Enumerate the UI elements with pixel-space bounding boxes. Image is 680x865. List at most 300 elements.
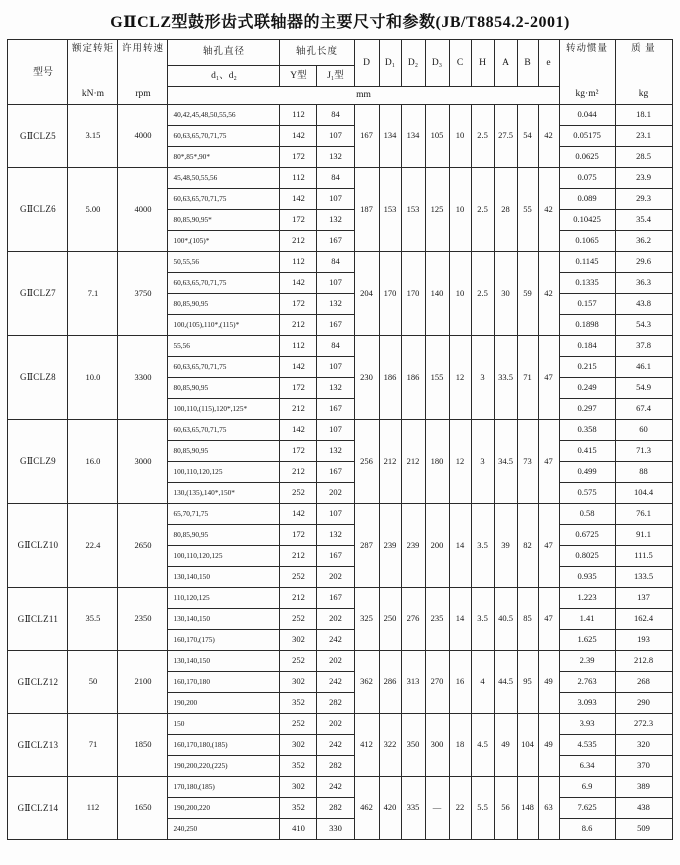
y-length-cell: 252 [280,483,317,504]
y-length-cell: 142 [280,273,317,294]
header-row-1 [8,40,672,66]
dim-H-cell: 2.5 [471,252,494,336]
j-length-cell: 282 [317,798,354,819]
model-cell: GⅡCLZ10 [8,504,68,588]
dim-H-cell: 4 [471,651,494,714]
j-length-cell: 167 [317,588,354,609]
model-cell: GⅡCLZ14 [8,777,68,840]
diameters-cell: 45,48,50,55,56 [168,168,280,189]
mass-cell: 76.1 [615,504,672,525]
dim-A-cell: 49 [494,714,517,777]
diameters-cell: 60,63,65,70,71,75 [168,189,280,210]
mass-cell: 18.1 [615,105,672,126]
y-length-cell: 302 [280,777,317,798]
inertia-cell: 0.089 [559,189,615,210]
inertia-cell: 6.34 [559,756,615,777]
dim-B-cell: 82 [517,504,538,588]
dim-D1-cell: 250 [379,588,401,651]
diameters-cell: 60,63,65,70,71,75 [168,357,280,378]
inertia-cell: 0.1898 [559,315,615,336]
inertia-cell: 3.093 [559,693,615,714]
j-length-cell: 242 [317,735,354,756]
inertia-cell: 0.215 [559,357,615,378]
mass-cell: 67.4 [615,399,672,420]
j-length-cell: 84 [317,252,354,273]
dim-D-cell: 462 [354,777,379,840]
mass-cell: 438 [615,798,672,819]
dim-A-cell: 40.5 [494,588,517,651]
mass-cell: 23.9 [615,168,672,189]
y-length-cell: 252 [280,609,317,630]
y-length-cell: 212 [280,231,317,252]
j-length-cell: 202 [317,609,354,630]
j-length-cell: 132 [317,525,354,546]
y-length-cell: 302 [280,672,317,693]
j-length-cell: 330 [317,819,354,840]
dim-A-cell: 30 [494,252,517,336]
dim-D3-cell: 300 [425,714,449,777]
header-unit-mm: mm [168,87,559,105]
dim-H-cell: 3 [471,336,494,420]
speed-cell: 2650 [118,504,168,588]
j-length-cell: 107 [317,357,354,378]
mass-cell: 111.5 [615,546,672,567]
inertia-cell: 1.223 [559,588,615,609]
speed-cell: 1850 [118,714,168,777]
y-length-cell: 142 [280,420,317,441]
inertia-cell: 8.6 [559,819,615,840]
diameters-cell: 150 [168,714,280,735]
y-length-cell: 352 [280,693,317,714]
y-length-cell: 142 [280,189,317,210]
y-length-cell: 172 [280,147,317,168]
inertia-cell: 4.535 [559,735,615,756]
model-cell: GⅡCLZ11 [8,588,68,651]
j-length-cell: 282 [317,693,354,714]
mass-cell: 104.4 [615,483,672,504]
dim-D-cell: 167 [354,105,379,168]
header-mass: 质 量 kg [615,40,672,105]
mass-cell: 28.5 [615,147,672,168]
header-dim-e: e [538,40,559,87]
y-length-cell: 212 [280,399,317,420]
y-length-cell: 212 [280,462,317,483]
torque-cell: 5.00 [68,168,118,252]
inertia-cell: 0.0625 [559,147,615,168]
dim-e-cell: 47 [538,504,559,588]
inertia-cell: 0.1335 [559,273,615,294]
header-dim-H: H [471,40,494,87]
dim-e-cell: 42 [538,252,559,336]
diameters-cell: 160,170,180,(185) [168,735,280,756]
diameters-cell: 170,180,(185) [168,777,280,798]
header-dim-B: B [517,40,538,87]
dim-D2-cell: 212 [401,420,425,504]
model-cell: GⅡCLZ9 [8,420,68,504]
dim-D3-cell: 270 [425,651,449,714]
diameters-cell: 80,85,90,95 [168,525,280,546]
speed-cell: 2100 [118,651,168,714]
mass-cell: 162.4 [615,609,672,630]
page-title: GⅡCLZ型鼓形齿式联轴器的主要尺寸和参数(JB/T8854.2-2001) [110,14,570,31]
dim-D2-cell: 335 [401,777,425,840]
speed-cell: 1650 [118,777,168,840]
diameters-cell: 100*,(105)* [168,231,280,252]
j-length-cell: 107 [317,126,354,147]
dim-D-cell: 256 [354,420,379,504]
y-length-cell: 302 [280,735,317,756]
dim-D3-cell: 155 [425,336,449,420]
dim-D-cell: 187 [354,168,379,252]
torque-cell: 7.1 [68,252,118,336]
table-row [8,252,672,273]
dim-D3-cell: 140 [425,252,449,336]
j-length-cell: 107 [317,189,354,210]
dim-D3-cell: 180 [425,420,449,504]
diameters-cell: 130,140,150 [168,567,280,588]
model-cell: GⅡCLZ8 [8,336,68,420]
mass-cell: 36.3 [615,273,672,294]
torque-cell: 10.0 [68,336,118,420]
dim-C-cell: 12 [449,420,471,504]
dim-A-cell: 28 [494,168,517,252]
mass-cell: 370 [615,756,672,777]
j-length-cell: 202 [317,651,354,672]
j-length-cell: 167 [317,462,354,483]
dim-D3-cell: 200 [425,504,449,588]
inertia-cell: 3.93 [559,714,615,735]
mass-cell: 88 [615,462,672,483]
y-length-cell: 410 [280,819,317,840]
mass-cell: 268 [615,672,672,693]
inertia-cell: 0.575 [559,483,615,504]
dim-D-cell: 362 [354,651,379,714]
dim-C-cell: 10 [449,105,471,168]
torque-cell: 50 [68,651,118,714]
mass-cell: 46.1 [615,357,672,378]
dim-D-cell: 230 [354,336,379,420]
header-inertia: 转动惯量 kg·m² [559,40,615,105]
dim-B-cell: 73 [517,420,538,504]
j-length-cell: 242 [317,777,354,798]
model-cell: GⅡCLZ5 [8,105,68,168]
mass-cell: 37.8 [615,336,672,357]
mass-cell: 60 [615,420,672,441]
diameters-cell: 130,140,150 [168,651,280,672]
diameters-cell: 160,170,(175) [168,630,280,651]
speed-cell: 4000 [118,168,168,252]
j-length-cell: 242 [317,672,354,693]
speed-cell: 4000 [118,105,168,168]
inertia-cell: 0.1145 [559,252,615,273]
inertia-cell: 0.249 [559,378,615,399]
dim-D-cell: 287 [354,504,379,588]
inertia-cell: 2.39 [559,651,615,672]
y-length-cell: 252 [280,651,317,672]
dim-e-cell: 49 [538,714,559,777]
j-length-cell: 84 [317,105,354,126]
torque-cell: 22.4 [68,504,118,588]
header-bore-diameter: 轴孔直径 [168,40,280,66]
y-length-cell: 112 [280,105,317,126]
speed-cell: 3750 [118,252,168,336]
y-length-cell: 112 [280,336,317,357]
inertia-cell: 0.8025 [559,546,615,567]
diameters-cell: 100,110,120,125 [168,546,280,567]
header-dim-D2: D₂ [401,40,425,87]
dim-B-cell: 104 [517,714,538,777]
mass-cell: 133.5 [615,567,672,588]
inertia-cell: 0.10425 [559,210,615,231]
diameters-cell: 130,140,150 [168,609,280,630]
inertia-cell: 0.184 [559,336,615,357]
inertia-cell: 0.499 [559,462,615,483]
j-length-cell: 132 [317,147,354,168]
dim-B-cell: 55 [517,168,538,252]
dim-D3-cell: — [425,777,449,840]
table-row [8,420,672,441]
y-length-cell: 172 [280,525,317,546]
header-dim-A: A [494,40,517,87]
dim-D1-cell: 134 [379,105,401,168]
mass-cell: 91.1 [615,525,672,546]
diameters-cell: 110,120,125 [168,588,280,609]
dim-A-cell: 34.5 [494,420,517,504]
dim-C-cell: 12 [449,336,471,420]
diameters-cell: 60,63,65,70,71,75 [168,420,280,441]
dim-D-cell: 325 [354,588,379,651]
y-length-cell: 172 [280,294,317,315]
diameters-cell: 40,42,45,48,50,55,56 [168,105,280,126]
mass-cell: 272.3 [615,714,672,735]
dim-D1-cell: 186 [379,336,401,420]
diameters-cell: 130,(135),140*,150* [168,483,280,504]
diameters-cell: 80*,85*,90* [168,147,280,168]
inertia-cell: 2.763 [559,672,615,693]
diameters-cell: 65,70,71,75 [168,504,280,525]
y-length-cell: 212 [280,315,317,336]
header-dim-D1: D₁ [379,40,401,87]
diameters-cell: 55,56 [168,336,280,357]
dim-H-cell: 2.5 [471,168,494,252]
dim-H-cell: 3.5 [471,504,494,588]
dim-D1-cell: 212 [379,420,401,504]
dim-D2-cell: 153 [401,168,425,252]
dim-D2-cell: 276 [401,588,425,651]
torque-cell: 71 [68,714,118,777]
inertia-cell: 6.9 [559,777,615,798]
torque-cell: 16.0 [68,420,118,504]
dim-H-cell: 3 [471,420,494,504]
inertia-cell: 0.075 [559,168,615,189]
diameters-cell: 80,85,90,95* [168,210,280,231]
diameters-cell: 190,200,220,(225) [168,756,280,777]
model-cell: GⅡCLZ7 [8,252,68,336]
speed-cell: 3300 [118,336,168,420]
dim-D2-cell: 134 [401,105,425,168]
dim-e-cell: 42 [538,168,559,252]
mass-cell: 35.4 [615,210,672,231]
j-length-cell: 202 [317,567,354,588]
header-bore-diameter-sub: d₁、d₂ [168,65,280,87]
j-length-cell: 167 [317,315,354,336]
table-row [8,777,672,798]
y-length-cell: 172 [280,378,317,399]
dim-D3-cell: 105 [425,105,449,168]
dim-D3-cell: 125 [425,168,449,252]
dim-D1-cell: 239 [379,504,401,588]
diameters-cell: 240,250 [168,819,280,840]
mass-cell: 290 [615,693,672,714]
diameters-cell: 60,63,65,70,71,75 [168,126,280,147]
y-length-cell: 352 [280,756,317,777]
table-row [8,105,672,126]
dim-D2-cell: 313 [401,651,425,714]
dim-H-cell: 3.5 [471,588,494,651]
table-row [8,504,672,525]
dim-e-cell: 63 [538,777,559,840]
y-length-cell: 252 [280,567,317,588]
table-row [8,714,672,735]
dim-D-cell: 204 [354,252,379,336]
inertia-cell: 0.58 [559,504,615,525]
y-length-cell: 142 [280,126,317,147]
dim-A-cell: 44.5 [494,651,517,714]
j-length-cell: 167 [317,231,354,252]
speed-cell: 3000 [118,420,168,504]
dim-D1-cell: 170 [379,252,401,336]
dim-A-cell: 33.5 [494,336,517,420]
header-j-type: J₁型 [317,65,354,87]
dim-A-cell: 56 [494,777,517,840]
inertia-cell: 0.6725 [559,525,615,546]
j-length-cell: 242 [317,630,354,651]
mass-cell: 29.3 [615,189,672,210]
inertia-cell: 7.625 [559,798,615,819]
dim-A-cell: 27.5 [494,105,517,168]
dim-C-cell: 10 [449,168,471,252]
j-length-cell: 107 [317,504,354,525]
mass-cell: 23.1 [615,126,672,147]
dim-D2-cell: 239 [401,504,425,588]
y-length-cell: 172 [280,210,317,231]
diameters-cell: 100,110,(115),120*,125* [168,399,280,420]
j-length-cell: 202 [317,714,354,735]
header-model: 型号 [8,40,68,105]
diameters-cell: 100,110,120,125 [168,462,280,483]
inertia-cell: 0.297 [559,399,615,420]
j-length-cell: 132 [317,294,354,315]
table-header [8,40,672,105]
dim-C-cell: 10 [449,252,471,336]
dim-D3-cell: 235 [425,588,449,651]
dim-e-cell: 47 [538,588,559,651]
header-dim-D: D [354,40,379,87]
dim-D1-cell: 322 [379,714,401,777]
dim-B-cell: 148 [517,777,538,840]
diameters-cell: 190,200 [168,693,280,714]
j-length-cell: 167 [317,546,354,567]
j-length-cell: 84 [317,168,354,189]
y-length-cell: 352 [280,798,317,819]
dim-e-cell: 47 [538,336,559,420]
torque-cell: 3.15 [68,105,118,168]
inertia-cell: 1.41 [559,609,615,630]
inertia-cell: 0.415 [559,441,615,462]
model-cell: GⅡCLZ12 [8,651,68,714]
j-length-cell: 167 [317,399,354,420]
j-length-cell: 107 [317,420,354,441]
y-length-cell: 112 [280,168,317,189]
header-torque: 额定转矩 kN·m [68,40,118,105]
table-row [8,588,672,609]
dim-e-cell: 42 [538,105,559,168]
mass-cell: 193 [615,630,672,651]
dim-C-cell: 14 [449,504,471,588]
dim-A-cell: 39 [494,504,517,588]
y-length-cell: 212 [280,546,317,567]
speed-cell: 2350 [118,588,168,651]
mass-cell: 43.8 [615,294,672,315]
diameters-cell: 160,170,180 [168,672,280,693]
mass-cell: 389 [615,777,672,798]
j-length-cell: 132 [317,378,354,399]
dim-B-cell: 59 [517,252,538,336]
dim-D2-cell: 350 [401,714,425,777]
inertia-cell: 0.935 [559,567,615,588]
y-length-cell: 142 [280,504,317,525]
torque-cell: 35.5 [68,588,118,651]
dim-D1-cell: 153 [379,168,401,252]
mass-cell: 36.2 [615,231,672,252]
inertia-cell: 1.625 [559,630,615,651]
diameters-cell: 60,63,65,70,71,75 [168,273,280,294]
dim-D1-cell: 286 [379,651,401,714]
dim-C-cell: 16 [449,651,471,714]
torque-cell: 112 [68,777,118,840]
j-length-cell: 202 [317,483,354,504]
table-row [8,336,672,357]
header-speed: 许用转速 rpm [118,40,168,105]
dim-H-cell: 5.5 [471,777,494,840]
dim-B-cell: 54 [517,105,538,168]
mass-cell: 320 [615,735,672,756]
dim-C-cell: 22 [449,777,471,840]
mass-cell: 54.3 [615,315,672,336]
j-length-cell: 132 [317,210,354,231]
table-row [8,168,672,189]
dim-B-cell: 71 [517,336,538,420]
dim-B-cell: 85 [517,588,538,651]
model-cell: GⅡCLZ6 [8,168,68,252]
dim-C-cell: 14 [449,588,471,651]
header-dim-C: C [449,40,471,87]
coupling-spec-table [7,39,672,840]
mass-cell: 509 [615,819,672,840]
inertia-cell: 0.358 [559,420,615,441]
table-row [8,651,672,672]
dim-D2-cell: 170 [401,252,425,336]
diameters-cell: 190,200,220 [168,798,280,819]
mass-cell: 212.8 [615,651,672,672]
j-length-cell: 107 [317,273,354,294]
mass-cell: 71.3 [615,441,672,462]
dim-e-cell: 49 [538,651,559,714]
mass-cell: 137 [615,588,672,609]
header-y-type: Y型 [280,65,317,87]
inertia-cell: 0.05175 [559,126,615,147]
model-cell: GⅡCLZ13 [8,714,68,777]
